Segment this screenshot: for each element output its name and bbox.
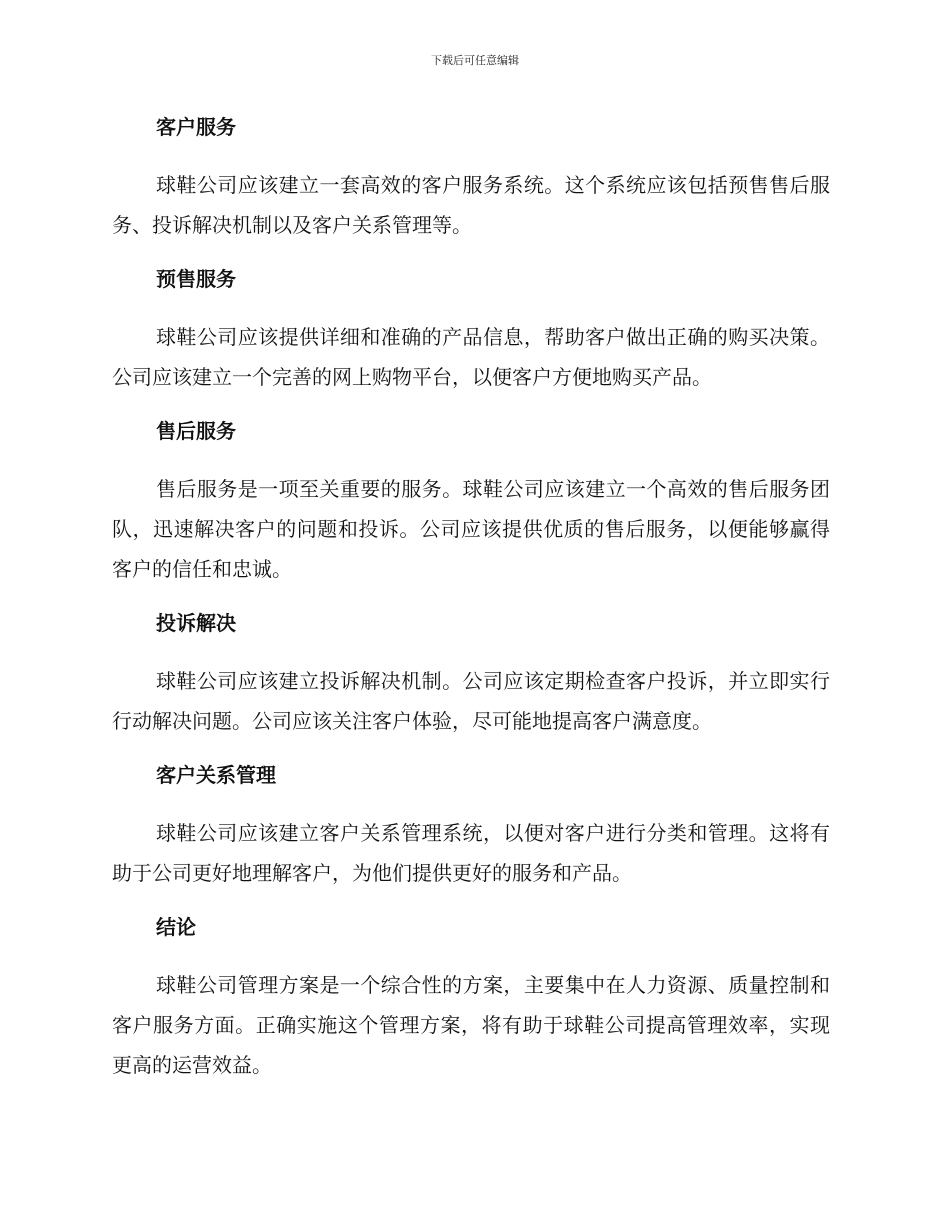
section-heading-complaint-resolution: 投诉解决 (156, 611, 236, 635)
section-body-customer-service: 球鞋公司应该建立一套高效的客户服务系统。这个系统应该包括预售售后服务、投诉解决机制以及客户关系管理等。 (112, 173, 830, 237)
section-heading-presale-service: 预售服务 (156, 267, 236, 291)
section-heading-customer-service: 客户服务 (156, 115, 236, 139)
section-heading-aftersale-service: 售后服务 (156, 419, 236, 443)
section-heading-customer-relationship: 客户关系管理 (156, 763, 276, 787)
document-body (112, 109, 830, 1101)
page-header: 下载后可任意编辑 (431, 54, 519, 67)
section-body-complaint-resolution: 球鞋公司应该建立投诉解决机制。公司应该定期检查客户投诉，并立即实行行动解决问题。公司应该关注客户体验，尽可能地提高客户满意度。 (112, 669, 830, 733)
section-body-aftersale-service: 售后服务是一项至关重要的服务。球鞋公司应该建立一个高效的售后服务团队，迅速解决客户的问题和投诉。公司应该提供优质的售后服务，以便能够赢得客户的信任和忠诚。 (112, 477, 830, 581)
section-body-customer-relationship: 球鞋公司应该建立客户关系管理系统，以便对客户进行分类和管理。这将有助于公司更好地理解客户，为他们提供更好的服务和产品。 (112, 821, 830, 885)
section-heading-conclusion: 结论 (156, 915, 196, 939)
section-body-conclusion: 球鞋公司管理方案是一个综合性的方案，主要集中在人力资源、质量控制和客户服务方面。正确实施这个管理方案，将有助于球鞋公司提高管理效率，实现更高的运营效益。 (112, 973, 830, 1077)
section-body-presale-service: 球鞋公司应该提供详细和准确的产品信息，帮助客户做出正确的购买决策。公司应该建立一个完善的网上购物平台，以便客户方便地购买产品。 (112, 325, 830, 389)
